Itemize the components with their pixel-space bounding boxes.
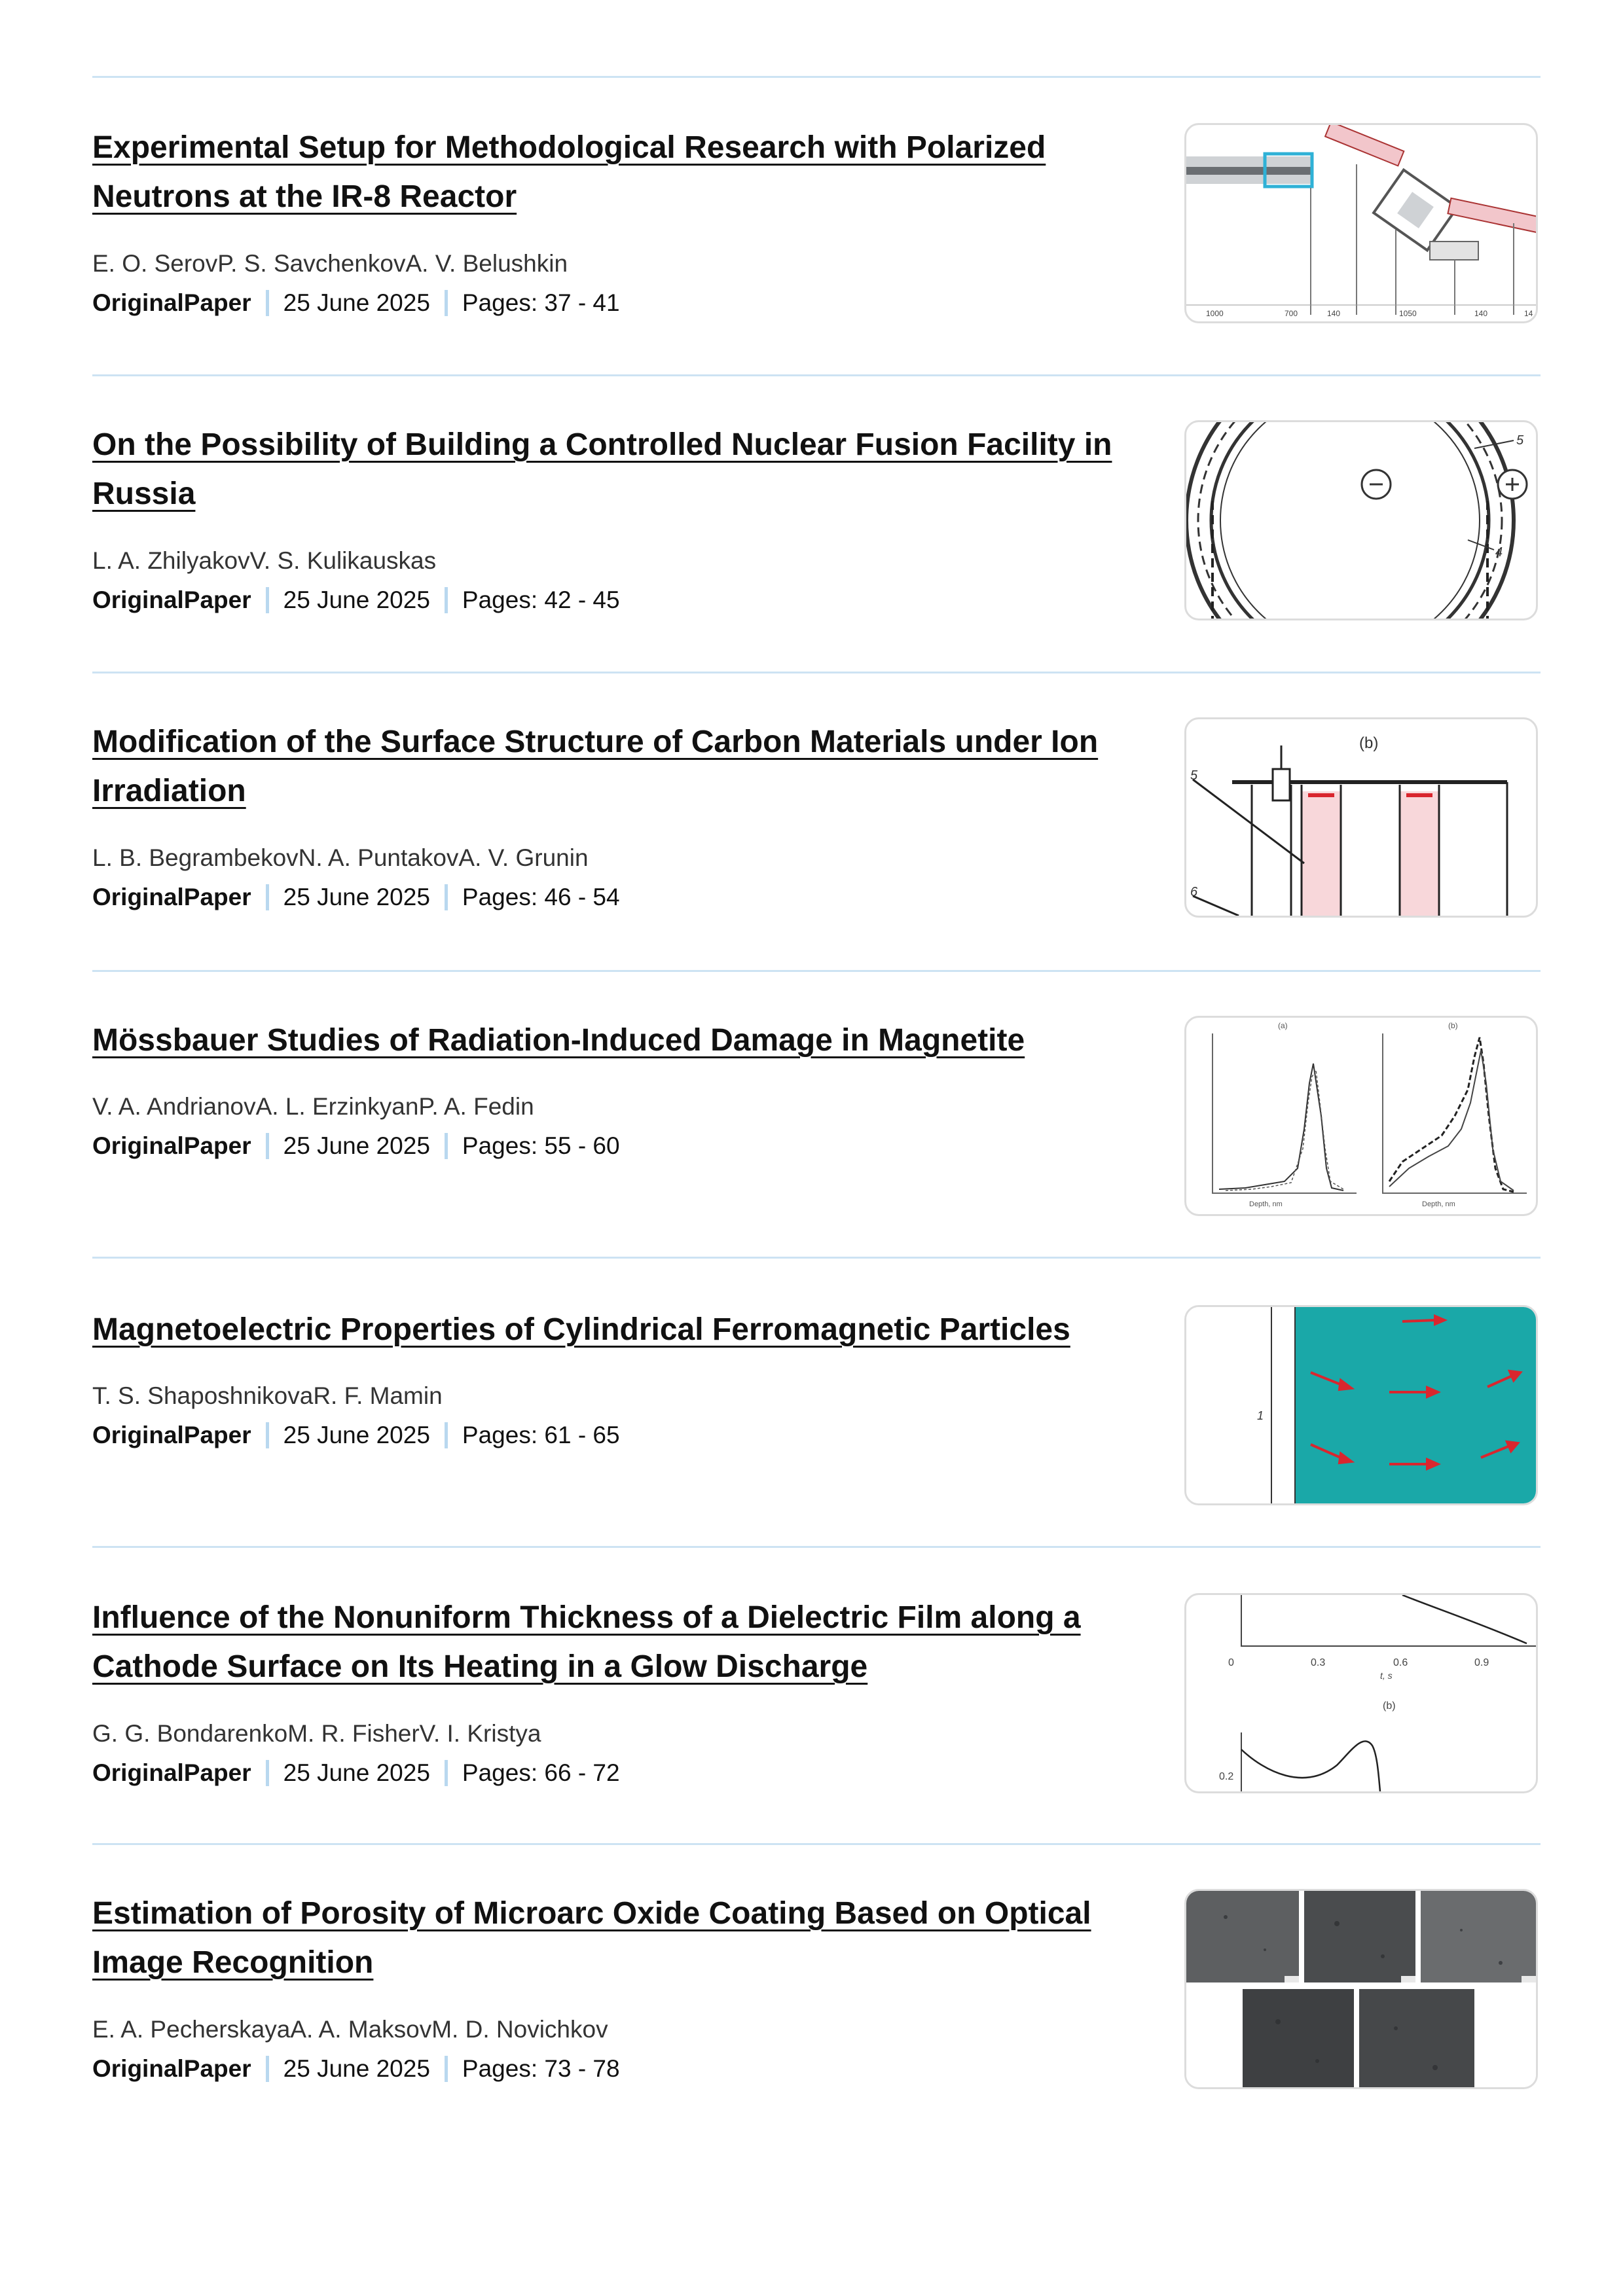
meta-separator [266,2056,269,2082]
axis-label: Depth, nm [1422,1200,1455,1208]
article-title-link[interactable]: On the Possibility of Building a Controlled Nuclear Fusion Facility in Russia [92,427,1112,511]
tick-label: 0 [1228,1657,1234,1668]
tick-label: 14 [1524,309,1533,318]
content-type: OriginalPaper [92,1759,251,1786]
divider [92,1546,1541,1548]
article-authors: V. A. AndrianovA. L. ErzinkyanP. A. Fedin [92,1093,534,1120]
publication-date: 25 June 2025 [283,1132,430,1159]
meta-separator [266,1133,269,1159]
page-range: Pages: 46 - 54 [462,884,620,910]
article-thumbnail[interactable] [1184,1593,1538,1793]
meta-separator [445,884,448,910]
article-item [92,123,1541,319]
ion-irradiation-image [1186,719,1536,916]
divider [92,970,1541,972]
content-type: OriginalPaper [92,884,251,910]
article-meta [92,289,620,317]
article-meta [92,2055,620,2083]
meta-separator [445,1422,448,1448]
neutron-setup-image [1186,125,1536,321]
article-item [92,1593,1541,1789]
page-range: Pages: 37 - 41 [462,289,620,316]
micrograph-grid-image [1186,1891,1536,2087]
divider [92,1843,1541,1845]
article-title-link[interactable]: Modification of the Surface Structure of Carbon Materials under Ion Irradiation [92,725,1099,808]
article-item [92,1016,1541,1212]
figure-label: (b) [1383,1700,1396,1712]
meta-separator [266,1760,269,1786]
figure-label: 1 [1257,1409,1264,1422]
tick-label: 0.3 [1311,1657,1326,1668]
divider [92,672,1541,673]
axis-label: t, s [1380,1670,1393,1681]
tick-label: 140 [1327,309,1341,318]
figure-label: 4 [1495,545,1503,560]
magnetization-image [1186,1307,1536,1503]
meta-separator [445,587,448,613]
meta-separator [445,2056,448,2082]
article-thumbnail[interactable] [1184,420,1538,620]
page-range: Pages: 42 - 45 [462,586,620,613]
article-title-link[interactable]: Influence of the Nonuniform Thickness of a Dielectric Film along a Cathode Surface on Its Heating in a Glow Discharge [92,1600,1081,1684]
tick-label: 0.9 [1474,1657,1489,1668]
article-meta [92,1759,620,1787]
content-type: OriginalPaper [92,1132,251,1159]
figure-label: 5 [1190,768,1198,783]
article-meta [92,1422,620,1449]
article-thumbnail[interactable] [1184,717,1538,918]
publication-date: 25 June 2025 [283,586,430,613]
article-meta [92,884,620,911]
article-item [92,420,1541,617]
content-type: OriginalPaper [92,289,251,316]
figure-label: 5 [1516,433,1524,448]
tick-label: 0.6 [1393,1657,1408,1668]
article-title [92,123,1166,221]
article-title-link[interactable]: Experimental Setup for Methodological Research with Polarized Neutrons at the IR-8 Reactor [92,130,1046,214]
meta-separator [266,587,269,613]
page-range: Pages: 55 - 60 [462,1132,620,1159]
publication-date: 25 June 2025 [283,2055,430,2082]
content-type: OriginalPaper [92,1422,251,1448]
article-title-link[interactable]: Estimation of Porosity of Microarc Oxide Coating Based on Optical Image Recognition [92,1896,1091,1980]
meta-separator [445,290,448,316]
article-item [92,717,1541,914]
article-authors: L. A. ZhilyakovV. S. Kulikauskas [92,547,437,574]
meta-separator [445,1133,448,1159]
article-authors: E. A. PecherskayaA. A. MaksovM. D. Novichkov [92,2016,608,2043]
divider [92,374,1541,376]
meta-separator [266,884,269,910]
article-thumbnail[interactable] [1184,123,1538,323]
publication-date: 25 June 2025 [283,289,430,316]
meta-separator [445,1760,448,1786]
figure-label: (b) [1448,1021,1458,1030]
figure-label: (b) [1359,734,1379,752]
depth-profile-image [1186,1018,1536,1214]
article-title [92,1889,1166,1987]
tick-label: 1000 [1206,309,1224,318]
article-thumbnail[interactable] [1184,1305,1538,1505]
publication-date: 25 June 2025 [283,1759,430,1786]
article-item [92,1889,1541,2085]
meta-separator [266,290,269,316]
publication-date: 25 June 2025 [283,1422,430,1448]
article-authors: E. O. SerovP. S. SavchenkovA. V. Belushkin [92,250,568,277]
article-meta [92,586,620,614]
publication-date: 25 June 2025 [283,884,430,910]
divider [92,76,1541,78]
page-range: Pages: 66 - 72 [462,1759,620,1786]
tick-label: 700 [1285,309,1298,318]
fusion-chamber-image [1186,422,1536,619]
meta-separator [266,1422,269,1448]
glow-discharge-image [1186,1595,1536,1791]
article-title [92,1305,1166,1354]
content-type: OriginalPaper [92,2055,251,2082]
tick-label: 0.2 [1219,1771,1234,1782]
article-thumbnail[interactable] [1184,1016,1538,1216]
article-authors: L. B. BegrambekovN. A. PuntakovA. V. Grunin [92,844,589,871]
article-item [92,1305,1541,1501]
article-title [92,1016,1166,1065]
article-title [92,717,1166,816]
article-meta [92,1132,620,1160]
page-range: Pages: 73 - 78 [462,2055,620,2082]
article-title-link[interactable]: Mössbauer Studies of Radiation-Induced Damage in Magnetite [92,1023,1025,1058]
figure-label: (a) [1278,1021,1288,1030]
divider [92,1257,1541,1259]
article-title [92,1593,1166,1691]
tick-label: 1050 [1399,309,1417,318]
article-authors: G. G. BondarenkoM. R. FisherV. I. Kristya [92,1720,541,1747]
tick-label: 140 [1474,309,1488,318]
figure-label: 6 [1190,885,1198,899]
article-thumbnail[interactable] [1184,1889,1538,2089]
article-title-link[interactable]: Magnetoelectric Properties of Cylindrical Ferromagnetic Particles [92,1312,1070,1347]
page-range: Pages: 61 - 65 [462,1422,620,1448]
axis-label: Depth, nm [1249,1200,1283,1208]
article-authors: T. S. ShaposhnikovaR. F. Mamin [92,1382,443,1409]
article-title [92,420,1166,518]
content-type: OriginalPaper [92,586,251,613]
